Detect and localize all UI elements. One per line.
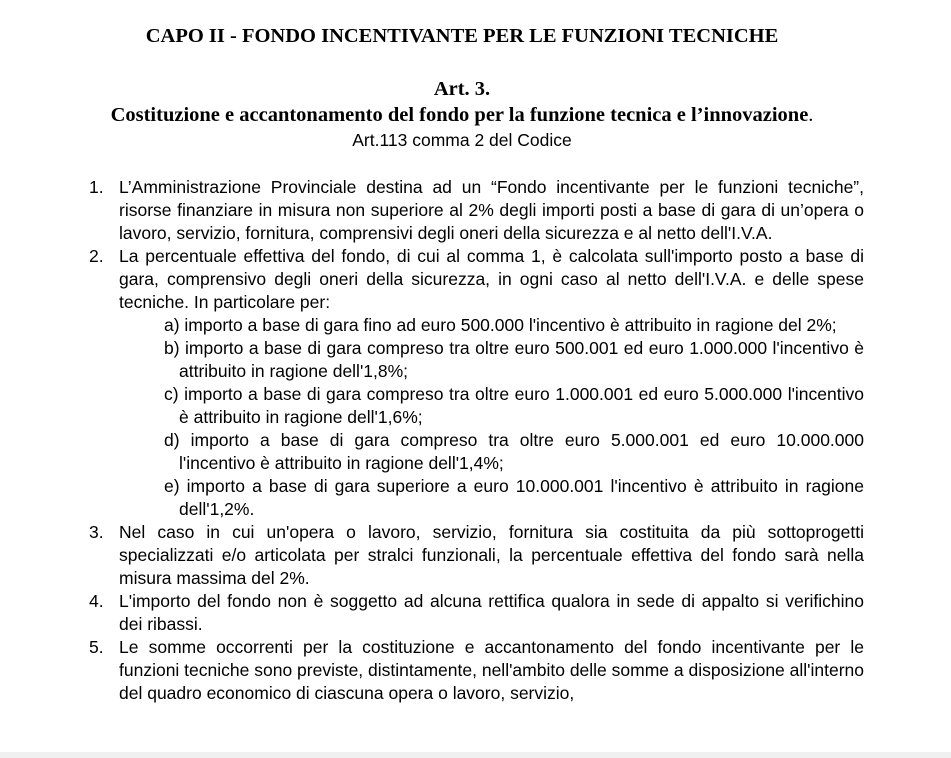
article-reference: Art.113 comma 2 del Codice <box>352 130 572 150</box>
item-number: 1. <box>89 177 104 197</box>
item-text: L’Amministrazione Provinciale destina ad un “Fondo incentivante per le funzioni tecniche”, risorse finanziare in misura non superiore al 2% degli importi posti a base di gara di un’opera o lavoro, servizio, fornitura, comprensivi degli oneri della sicurezza e al netto dell'I.V.A. <box>119 177 864 243</box>
sub-list <box>164 314 864 521</box>
sub-item: b) importo a base di gara compreso tra oltre euro 500.001 ed euro 1.000.000 l'incentivo è attribuito in ragione dell'1,8%; <box>164 338 864 381</box>
item-number: 3. <box>89 522 104 542</box>
chapter-heading: CAPO II - FONDO INCENTIVANTE PER LE FUNZIONI TECNICHE <box>145 25 779 47</box>
item-text: L'importo del fondo non è soggetto ad alcuna rettifica qualora in sede di appalto si verifichino dei ribassi. <box>119 591 864 634</box>
list-item <box>89 245 864 521</box>
page-bottom-edge <box>0 752 951 758</box>
article-title <box>0 103 924 127</box>
list-item <box>89 590 864 636</box>
sub-item: d) importo a base di gara compreso tra oltre euro 5.000.001 ed euro 10.000.000 l'incentivo è attribuito in ragione dell'1,4%; <box>164 430 864 473</box>
item-number: 2. <box>89 246 104 266</box>
sub-item: e) importo a base di gara superiore a euro 10.000.001 l'incentivo è attribuito in ragione dell'1,2%. <box>164 476 864 519</box>
item-number: 5. <box>89 637 104 657</box>
article-title-period: . <box>808 104 814 126</box>
article-number: Art. 3. <box>433 78 491 100</box>
article-title-text: Costituzione e accantonamento del fondo per la funzione tecnica e l’innovazione <box>110 104 809 126</box>
list-item <box>89 636 864 705</box>
item-text: Le somme occorrenti per la costituzione e accantonamento del fondo incentivante per le funzioni tecniche sono previste, distintamente, nell'ambito delle somme a disposizione all'interno del quadro economico di ciascuna opera o lavoro, servizio, <box>119 637 865 703</box>
list-item <box>89 521 864 590</box>
sub-item: a) importo a base di gara fino ad euro 500.000 l'incentivo è attribuito in ragione del 2%; <box>164 315 837 335</box>
article-paragraph-list <box>89 176 864 705</box>
item-text: Nel caso in cui un'opera o lavoro, servizio, fornitura sia costituita da più sottoprogetti specializzati e/o articolata per stralci funzionali, la percentuale effettiva del fondo sarà nella misura massima del 2%. <box>119 522 864 588</box>
sub-item: c) importo a base di gara compreso tra oltre euro 1.000.001 ed euro 5.000.000 l'incentivo è attribuito in ragione dell'1,6%; <box>164 384 864 427</box>
list-item <box>89 176 864 245</box>
item-number: 4. <box>89 591 104 611</box>
item-text: La percentuale effettiva del fondo, di cui al comma 1, è calcolata sull'importo posto a base di gara, comprensivo degli oneri della sicurezza, in ogni caso al netto dell'I.V.A. e delle spese tecniche. In particolare per: <box>119 246 864 312</box>
